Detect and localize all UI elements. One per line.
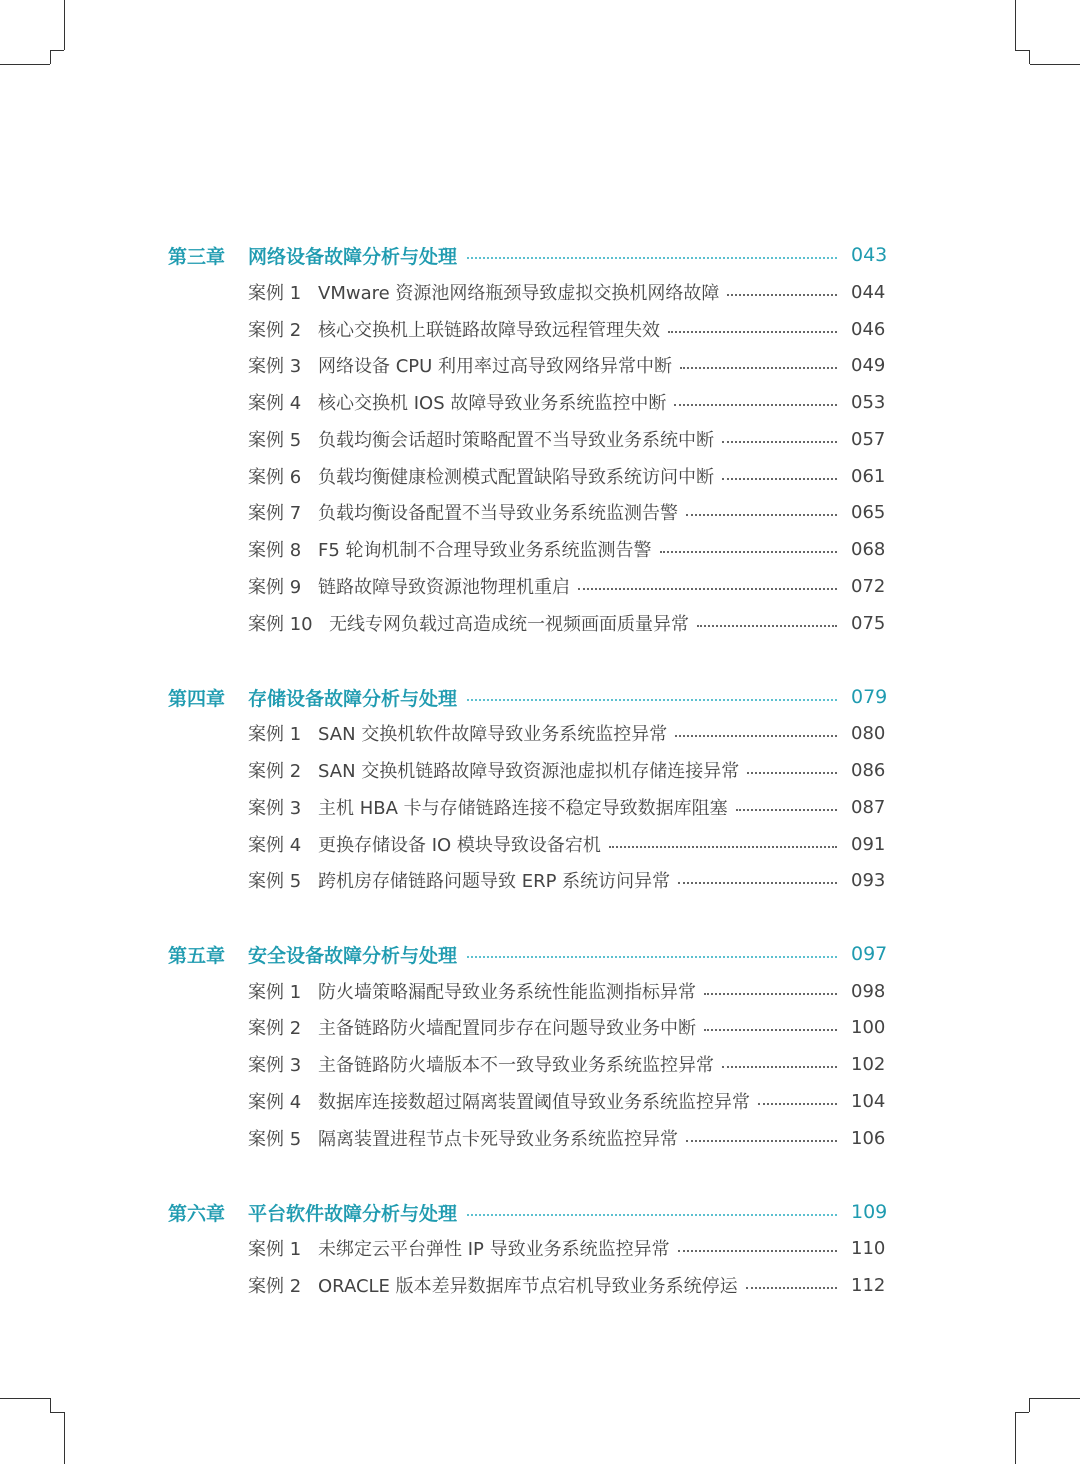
chapter-row[interactable] — [168, 1197, 888, 1227]
case-title: VMware 资源池网络瓶颈导致虚拟交换机网络故障 — [318, 283, 720, 304]
case-title: 无线专网负载过高造成统一视频画面质量异常 — [329, 614, 689, 635]
case-number: 案例 3 — [248, 1055, 302, 1076]
leader-dots — [675, 735, 837, 737]
page-number: 102 — [851, 1053, 886, 1075]
chapter-row[interactable] — [168, 240, 888, 270]
case-title: 数据库连接数超过隔离装置阈值导致业务系统监控异常 — [318, 1092, 750, 1113]
leader-dots — [467, 1214, 837, 1216]
case-number: 案例 7 — [248, 503, 302, 524]
case-row[interactable] — [248, 461, 885, 491]
case-title: 负载均衡会话超时策略配置不当导致业务系统中断 — [318, 430, 714, 451]
case-row[interactable] — [248, 1049, 885, 1079]
page-number: 104 — [851, 1090, 886, 1112]
chapter-row[interactable] — [168, 939, 888, 969]
page-number: 075 — [851, 612, 886, 634]
case-row[interactable] — [248, 1123, 885, 1153]
leader-dots — [467, 956, 837, 958]
case-row[interactable] — [248, 534, 885, 564]
page-number: 049 — [851, 354, 886, 376]
case-title: 核心交换机 IOS 故障导致业务系统监控中断 — [318, 393, 667, 414]
page-number: 112 — [851, 1274, 886, 1296]
case-title: 负载均衡健康检测模式配置缺陷导致系统访问中断 — [318, 467, 714, 488]
case-number: 案例 1 — [248, 1239, 302, 1260]
page-number: 057 — [851, 428, 886, 450]
chapter-number: 第五章 — [168, 944, 226, 967]
leader-dots — [680, 367, 837, 369]
page-number: 086 — [851, 759, 886, 781]
leader-dots — [747, 772, 837, 774]
leader-dots — [674, 404, 837, 406]
case-number: 案例 3 — [248, 798, 302, 819]
case-number: 案例 2 — [248, 1018, 302, 1039]
case-row[interactable] — [248, 424, 885, 454]
page-number: 097 — [851, 943, 888, 965]
page-number: 061 — [851, 465, 886, 487]
case-title: 链路故障导致资源池物理机重启 — [318, 577, 570, 598]
page-number: 109 — [851, 1201, 888, 1223]
case-row[interactable] — [248, 976, 885, 1006]
case-number: 案例 1 — [248, 724, 302, 745]
case-title: 网络设备 CPU 利用率过高导致网络异常中断 — [318, 356, 673, 377]
page-number: 080 — [851, 722, 886, 744]
case-row[interactable] — [248, 314, 885, 344]
case-title: 主备链路防火墙配置同步存在问题导致业务中断 — [318, 1018, 696, 1039]
case-number: 案例 8 — [248, 540, 302, 561]
leader-dots — [736, 809, 837, 811]
leader-dots — [758, 1103, 837, 1105]
page-number: 072 — [851, 575, 886, 597]
case-number: 案例 10 — [248, 614, 313, 635]
leader-dots — [697, 625, 837, 627]
case-number: 案例 3 — [248, 356, 302, 377]
leader-dots — [660, 551, 837, 553]
case-number: 案例 4 — [248, 1092, 302, 1113]
case-row[interactable] — [248, 277, 885, 307]
case-title: SAN 交换机链路故障导致资源池虚拟机存储连接异常 — [318, 761, 740, 782]
leader-dots — [722, 441, 837, 443]
case-number: 案例 5 — [248, 871, 302, 892]
case-row[interactable] — [248, 350, 885, 380]
case-row[interactable] — [248, 1086, 885, 1116]
case-title: ORACLE 版本差异数据库节点宕机导致业务系统停运 — [318, 1276, 738, 1297]
chapter-title: 平台软件故障分析与处理 — [248, 1202, 458, 1225]
case-title: 更换存储设备 IO 模块导致设备宕机 — [318, 835, 601, 856]
leader-dots — [727, 294, 837, 296]
case-number: 案例 1 — [248, 283, 302, 304]
page-number: 065 — [851, 501, 886, 523]
case-title: 隔离装置进程节点卡死导致业务系统监控异常 — [318, 1129, 678, 1150]
case-row[interactable] — [248, 718, 885, 748]
page-number: 068 — [851, 538, 886, 560]
case-number: 案例 2 — [248, 1276, 302, 1297]
chapter-title: 存储设备故障分析与处理 — [248, 687, 458, 710]
case-title: 主机 HBA 卡与存储链路连接不稳定导致数据库阻塞 — [318, 798, 728, 819]
case-title: SAN 交换机软件故障导致业务系统监控异常 — [318, 724, 668, 745]
case-row[interactable] — [248, 571, 885, 601]
case-row[interactable] — [248, 497, 885, 527]
leader-dots — [704, 1029, 837, 1031]
case-number: 案例 4 — [248, 393, 302, 414]
case-row[interactable] — [248, 608, 885, 638]
page-number: 043 — [851, 244, 888, 266]
case-number: 案例 9 — [248, 577, 302, 598]
chapter-number: 第四章 — [168, 687, 226, 710]
chapter-number: 第六章 — [168, 1202, 226, 1225]
case-row[interactable] — [248, 387, 885, 417]
case-number: 案例 5 — [248, 1129, 302, 1150]
page-number: 079 — [851, 686, 888, 708]
case-row[interactable] — [248, 792, 885, 822]
leader-dots — [686, 514, 837, 516]
page-number: 044 — [851, 281, 886, 303]
leader-dots — [686, 1140, 837, 1142]
chapter-title: 安全设备故障分析与处理 — [248, 944, 458, 967]
chapter-number: 第三章 — [168, 245, 226, 268]
case-title: F5 轮询机制不合理导致业务系统监测告警 — [318, 540, 652, 561]
case-title: 跨机房存储链路问题导致 ERP 系统访问异常 — [318, 871, 671, 892]
page-number: 098 — [851, 980, 886, 1002]
case-title: 防火墙策略漏配导致业务系统性能监测指标异常 — [318, 982, 696, 1003]
case-title: 未绑定云平台弹性 IP 导致业务系统监控异常 — [318, 1239, 670, 1260]
leader-dots — [704, 993, 837, 995]
case-row[interactable] — [248, 1012, 885, 1042]
leader-dots — [668, 331, 837, 333]
leader-dots — [467, 699, 837, 701]
chapter-title: 网络设备故障分析与处理 — [248, 245, 458, 268]
leader-dots — [578, 588, 837, 590]
case-number: 案例 5 — [248, 430, 302, 451]
page-number: 053 — [851, 391, 886, 413]
case-row[interactable] — [248, 1270, 885, 1300]
page-number: 100 — [851, 1016, 886, 1038]
leader-dots — [746, 1287, 837, 1289]
case-number: 案例 2 — [248, 320, 302, 341]
case-row[interactable] — [248, 865, 885, 895]
leader-dots — [678, 1250, 837, 1252]
case-row[interactable] — [248, 755, 885, 785]
case-number: 案例 2 — [248, 761, 302, 782]
leader-dots — [467, 257, 837, 259]
leader-dots — [722, 1066, 837, 1068]
page-number: 046 — [851, 318, 886, 340]
chapter-row[interactable] — [168, 682, 888, 712]
page-number: 106 — [851, 1127, 886, 1149]
leader-dots — [609, 846, 837, 848]
leader-dots — [678, 882, 837, 884]
page-number: 093 — [851, 869, 886, 891]
case-number: 案例 1 — [248, 982, 302, 1003]
case-title: 核心交换机上联链路故障导致远程管理失效 — [318, 320, 660, 341]
case-row[interactable] — [248, 829, 885, 859]
case-title: 负载均衡设备配置不当导致业务系统监测告警 — [318, 503, 678, 524]
leader-dots — [722, 478, 837, 480]
case-row[interactable] — [248, 1233, 885, 1263]
page-number: 091 — [851, 833, 886, 855]
page-number: 110 — [851, 1237, 886, 1259]
page-number: 087 — [851, 796, 886, 818]
case-number: 案例 6 — [248, 467, 302, 488]
case-number: 案例 4 — [248, 835, 302, 856]
case-title: 主备链路防火墙版本不一致导致业务系统监控异常 — [318, 1055, 714, 1076]
